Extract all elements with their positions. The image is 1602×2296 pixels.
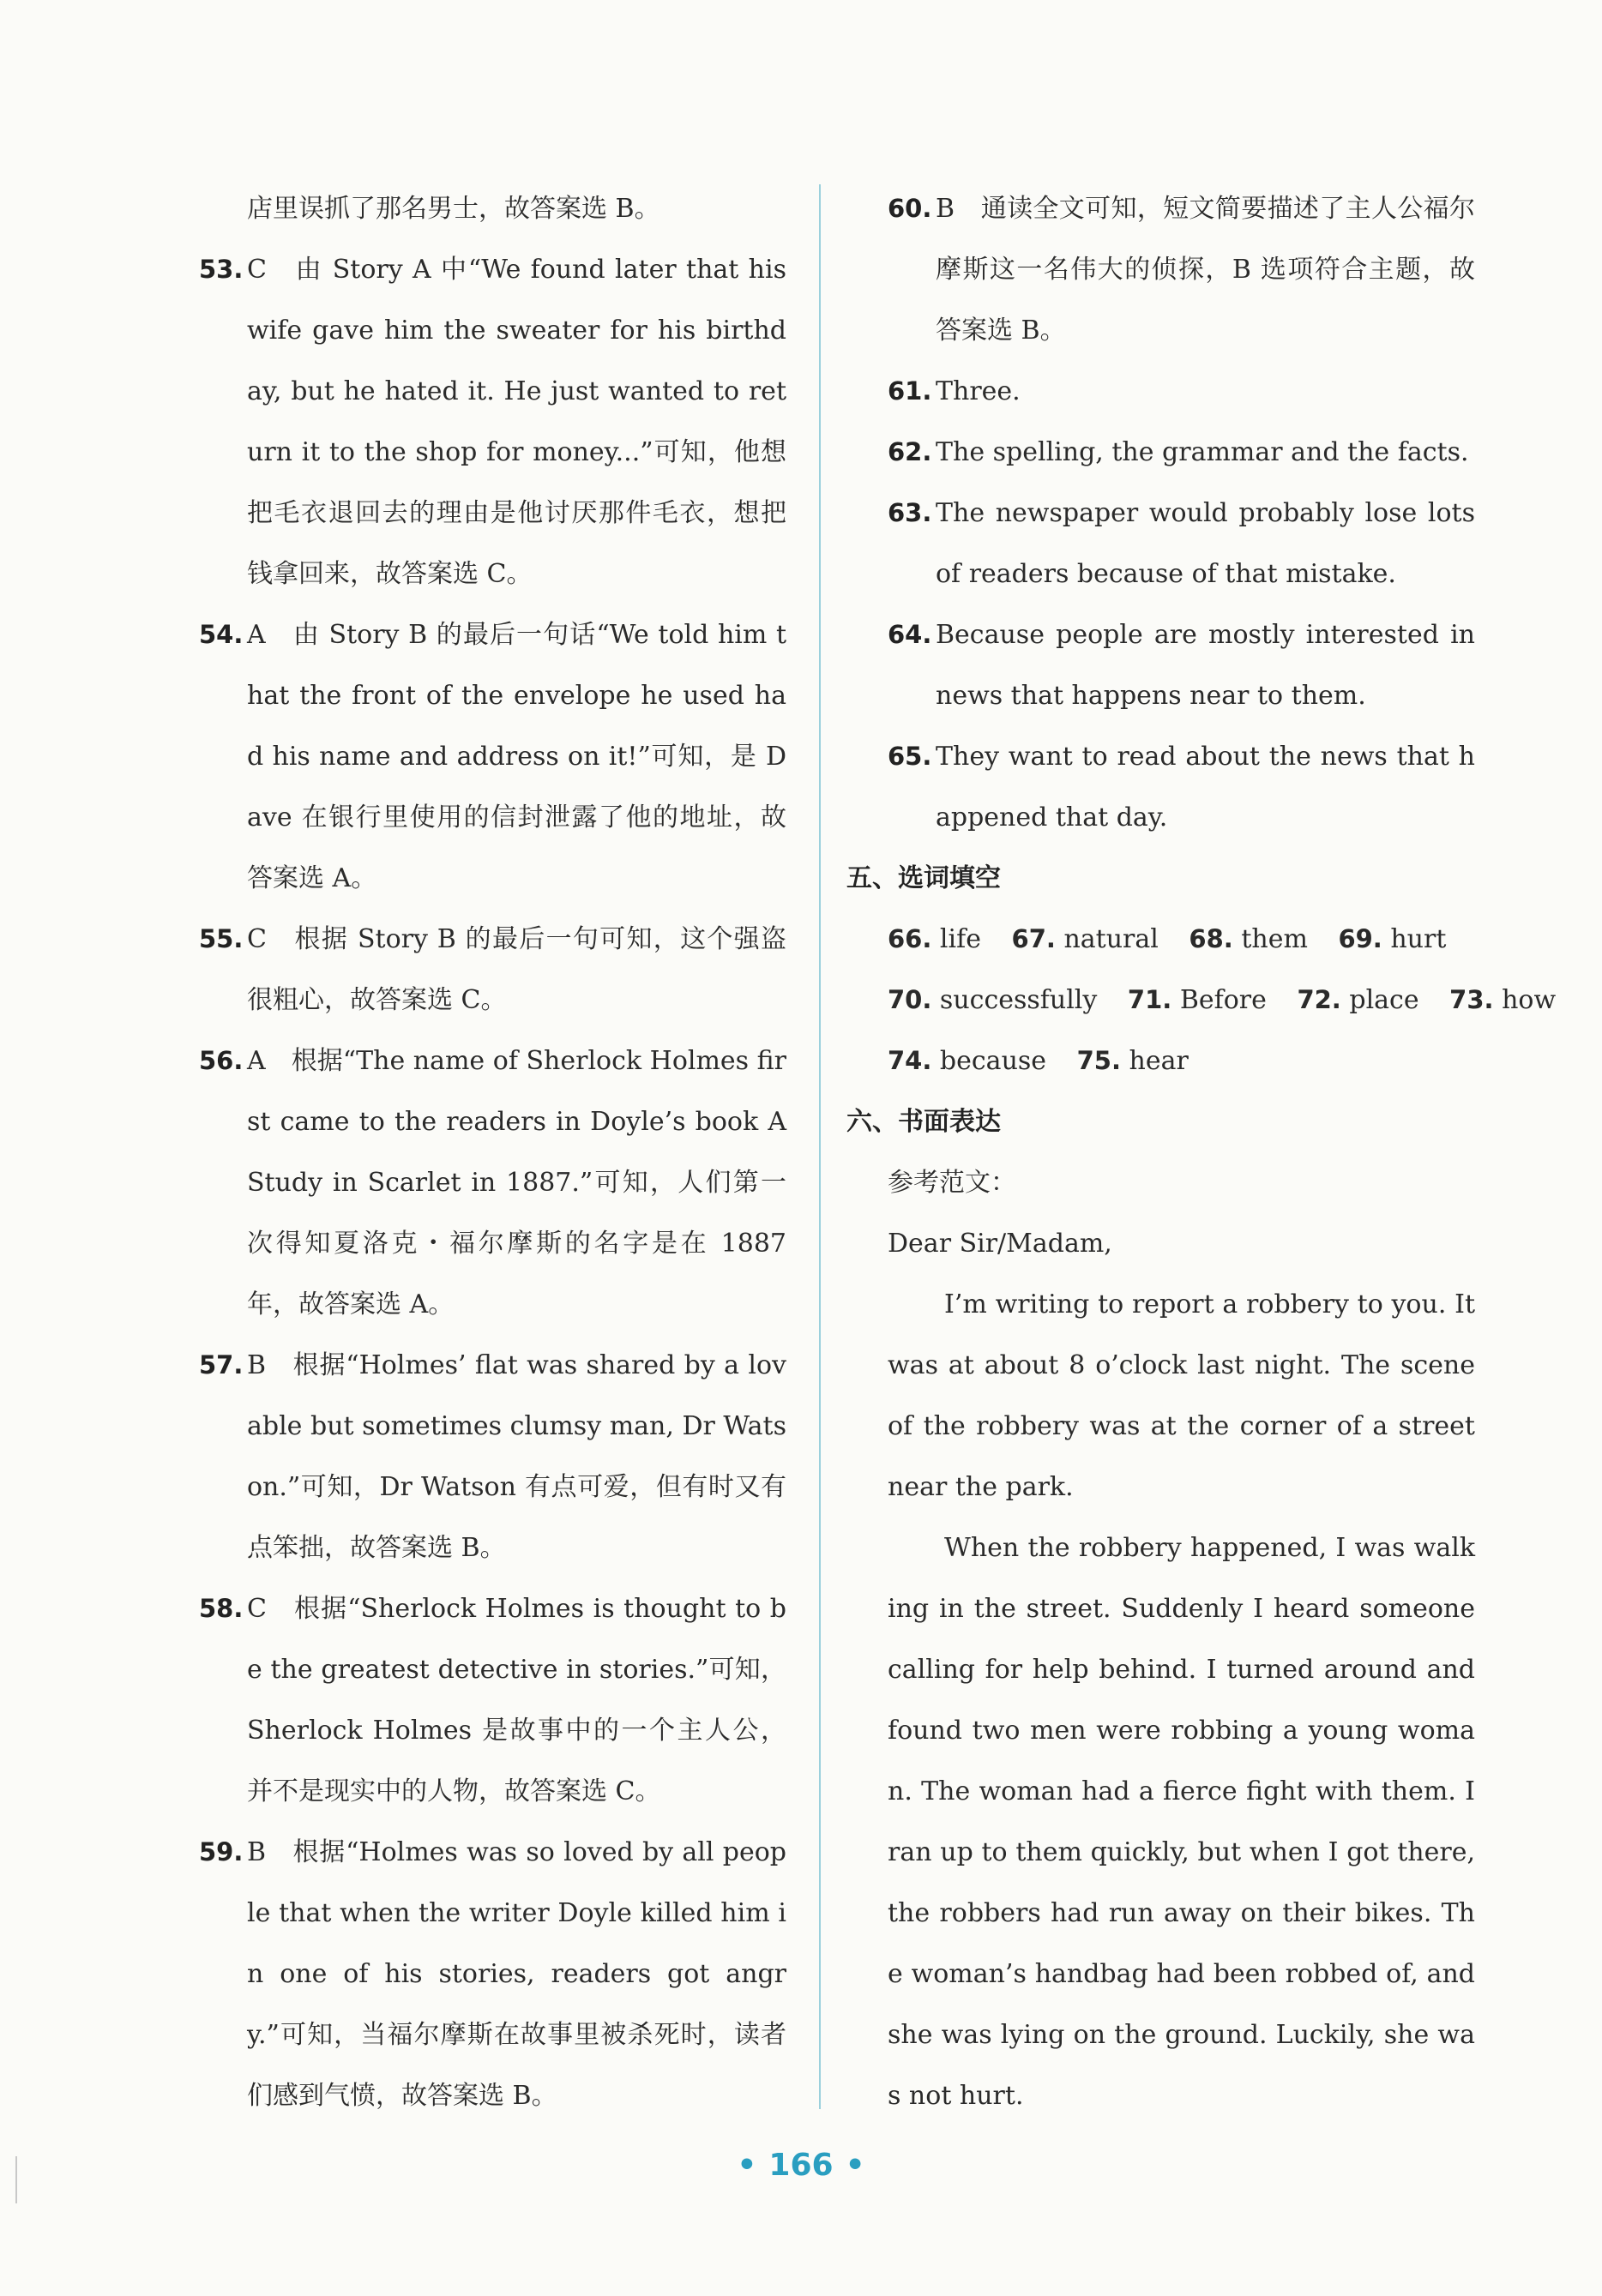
answer-number: 54. xyxy=(199,620,244,649)
answer-text: Because people are mostly interested in news that happens near to them. xyxy=(936,620,1475,711)
answer-number: 53. xyxy=(199,255,244,284)
letter-paragraph-2: When the robbery happened, I was walking in the street. Suddenly I heard someone calling for help behind. I turned around and found two men were robbing a young woman. The woman had a fierce fight with them. I ran up to them quickly, but when I got there, the robbers had run away on their bikes. The woman’s handbag had been robbed of, and she was lying on the ground. Luckily, she was not hurt. xyxy=(888,1533,1475,2111)
fill-word: how xyxy=(1502,985,1557,1015)
page-footer xyxy=(0,2148,1602,2183)
fill-number: 74. xyxy=(888,1046,932,1075)
left-column xyxy=(199,178,786,2126)
fill-word: successfully xyxy=(939,985,1098,1015)
section-title-writing: 六、书面表达 xyxy=(846,1107,1001,1137)
fill-answer xyxy=(1338,924,1446,954)
sample-label: 参考范文： xyxy=(888,1168,1016,1198)
fill-answer xyxy=(1077,1046,1189,1076)
answer-text: B 通读全文可知，短文简要描述了主人公福尔摩斯这一名伟大的侦探，B 选项符合主题，故答案选 B。 xyxy=(936,194,1475,346)
fill-answer xyxy=(1128,985,1267,1015)
fill-answer xyxy=(1449,985,1556,1015)
fill-number: 75. xyxy=(1076,1046,1121,1075)
page-number: 166 xyxy=(768,2148,834,2183)
answer-number: 57. xyxy=(199,1350,244,1379)
fill-number: 72. xyxy=(1297,985,1341,1014)
fill-word: hurt xyxy=(1390,924,1447,954)
letter-paragraph-1: I’m writing to report a robbery to you. It was at about 8 o’clock last night. The scene of the robbery was at the corner of a street near the park. xyxy=(888,1289,1475,1502)
section-title-vocab: 五、选词填空 xyxy=(846,863,1001,893)
fill-row xyxy=(888,1031,1475,1091)
fill-number: 68. xyxy=(1189,924,1233,953)
answer-item xyxy=(199,1031,786,1335)
fill-answer xyxy=(888,924,981,954)
fill-number: 73. xyxy=(1449,985,1494,1014)
answer-item xyxy=(199,239,786,604)
answer-text: A 根据“The name of Sherlock Holmes first came to the readers in Doyle’s book A Study in Scarlet in 1887.”可知，人们第一次得知夏洛克・福尔摩斯的名字是在 1887 年，故答案选 A。 xyxy=(247,1046,786,1319)
answer-number: 64. xyxy=(888,620,932,649)
fill-word: life xyxy=(939,924,981,954)
fill-row xyxy=(888,970,1557,1031)
fill-answer xyxy=(888,985,1097,1015)
letter-salutation: Dear Sir/Madam, xyxy=(888,1229,1112,1259)
answer-number: 56. xyxy=(199,1046,244,1075)
fill-number: 70. xyxy=(888,985,932,1014)
answer-text: The newspaper would probably lose lots of readers because of that mistake. xyxy=(936,498,1475,589)
fill-number: 67. xyxy=(1011,924,1056,953)
answer-item xyxy=(199,178,786,239)
answer-number: 59. xyxy=(199,1837,244,1866)
fill-word: hear xyxy=(1129,1046,1189,1076)
fill-word: Before xyxy=(1179,985,1267,1015)
fill-answer xyxy=(1012,924,1159,954)
fill-number: 66. xyxy=(888,924,932,953)
answer-text: C 根据 Story B 的最后一句可知，这个强盗很粗心，故答案选 C。 xyxy=(247,924,786,1015)
answer-item xyxy=(199,1822,786,2126)
answer-text: B 根据“Holmes’ flat was shared by a lovable but sometimes clumsy man, Dr Watson.”可知，Dr Watson 有点可爱，但有时又有点笨拙，故答案选 B。 xyxy=(247,1350,786,1563)
fill-answer xyxy=(1189,924,1308,954)
scan-edge-mark xyxy=(15,2156,17,2203)
answer-item xyxy=(888,422,1475,483)
answer-text: Three. xyxy=(936,376,1021,406)
answer-item xyxy=(888,178,1475,361)
fill-answer xyxy=(1297,985,1418,1015)
fill-row xyxy=(888,909,1475,970)
answer-text: C 由 Story A 中“We found later that his wife gave him the sweater for his birthday, but he hated it. He just wanted to return it to the shop for money...”可知，他想把毛衣退回去的理由是他讨厌那件毛衣，想把钱拿回来，故答案选 C。 xyxy=(247,255,786,589)
answer-item xyxy=(199,1578,786,1822)
answer-item xyxy=(888,361,1475,422)
answer-item xyxy=(888,483,1475,604)
answer-number: 62. xyxy=(888,437,932,466)
answer-item xyxy=(199,604,786,909)
answer-item xyxy=(199,1335,786,1578)
answer-number: 55. xyxy=(199,924,244,953)
answer-number: 60. xyxy=(888,194,932,223)
right-column xyxy=(846,178,1557,2126)
answer-text: B 根据“Holmes was so loved by all people that when the writer Doyle killed him in one of his stories, readers got angry.”可知，当福尔摩斯在故事里被杀死时，读者们感到气愤，故答案选 B。 xyxy=(247,1837,786,2111)
answer-number: 58. xyxy=(199,1594,244,1623)
answer-text: They want to read about the news that happened that day. xyxy=(936,742,1475,832)
fill-word: because xyxy=(939,1046,1047,1076)
answer-text: A 由 Story B 的最后一句话“We told him that the front of the envelope he used had his name and address on it!”可知，是 Dave 在银行里使用的信封泄露了他的地址，故答案选 A。 xyxy=(247,620,786,893)
footer-dot-left: • xyxy=(737,2148,757,2183)
answer-item xyxy=(888,604,1475,726)
answer-number: 65. xyxy=(888,742,932,771)
fill-answer xyxy=(888,1046,1046,1076)
answer-number: 61. xyxy=(888,376,932,406)
column-divider xyxy=(819,184,821,2109)
fill-number: 69. xyxy=(1338,924,1382,953)
answer-item xyxy=(199,909,786,1031)
answer-item xyxy=(888,726,1475,848)
answer-text: 店里误抓了那名男士，故答案选 B。 xyxy=(247,194,660,224)
fill-word: them xyxy=(1241,924,1308,954)
answer-text: The spelling, the grammar and the facts. xyxy=(936,437,1469,467)
fill-word: natural xyxy=(1063,924,1159,954)
answer-text: C 根据“Sherlock Holmes is thought to be the greatest detective in stories.”可知，Sherlock Holmes 是故事中的一个主人公，并不是现实中的人物，故答案选 C。 xyxy=(247,1594,786,1806)
footer-dot-right: • xyxy=(845,2148,865,2183)
fill-word: place xyxy=(1349,985,1419,1015)
answer-number: 63. xyxy=(888,498,932,527)
fill-number: 71. xyxy=(1127,985,1172,1014)
